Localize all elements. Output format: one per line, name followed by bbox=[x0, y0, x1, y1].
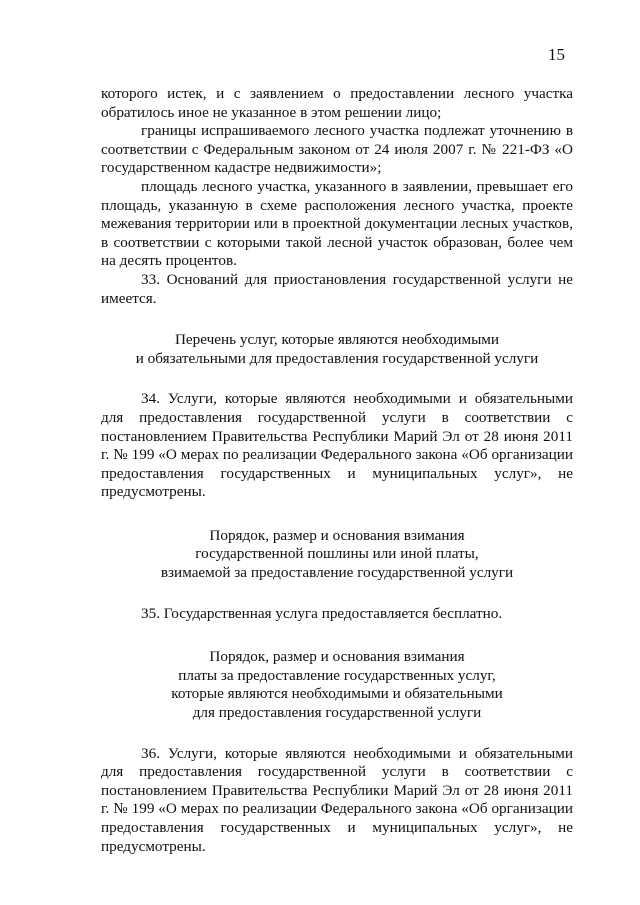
heading-line: Порядок, размер и основания взимания bbox=[209, 648, 465, 666]
paragraph-34: 34. Услуги, которые являются необходимыми и обязательными для предоставления государственной услуги в соответствии с постановлением Правительства Республики Марий Эл от 28 июня 2011 г. № 199 «О мерах по реализации Федерального закона «Об организации предоставления государственных и муниципальных услуг», не предусмотрены. bbox=[101, 390, 573, 501]
paragraph-36: 36. Услуги, которые являются необходимыми и обязательными для предоставления государственной услуги в соответствии с постановлением Правительства Республики Марий Эл от 28 июня 2011 г. № 199 «О мерах по реализации Федерального закона «Об организации предоставления государственных и муниципальных услуг», не предусмотрены. bbox=[101, 744, 573, 855]
heading-line: взимаемой за предоставление государственной услуги bbox=[160, 564, 514, 582]
heading-services-list bbox=[101, 331, 573, 368]
heading-fee-for-services bbox=[101, 648, 573, 722]
heading-line: платы за предоставление государственных услуг, bbox=[178, 666, 496, 684]
paragraph-borders: границы испрашиваемого лесного участка подлежат уточнению в соответствии с Федеральным законом от 24 июля 2007 г. № 221-ФЗ «О государственном кадастре недвижимости»; bbox=[101, 122, 573, 177]
paragraph-35: 35. Государственная услуга предоставляется бесплатно. bbox=[141, 604, 503, 622]
heading-state-fee bbox=[101, 527, 573, 583]
paragraph-33: 33. Оснований для приостановления государственной услуги не имеется. bbox=[101, 270, 573, 307]
heading-line: для предоставления государственной услуги bbox=[192, 704, 482, 722]
paragraph-continuation: которого истек, и с заявлением о предоставлении лесного участка обратилось иное не указанное в этом решении лицо; bbox=[101, 85, 573, 121]
paragraph-area: площадь лесного участка, указанного в заявлении, превышает его площадь, указанную в схеме расположения лесного участка, проекте межевания территории или в проектной документации лесных участков, в соответствии с которыми такой лесной участок образован, более чем на десять процентов. bbox=[101, 177, 573, 270]
heading-line: государственной пошлины или иной платы, bbox=[195, 545, 479, 563]
heading-line: которые являются необходимыми и обязательными bbox=[171, 685, 503, 703]
page-number: 15 bbox=[548, 45, 565, 64]
heading-line: и обязательными для предоставления государственной услуги bbox=[135, 349, 539, 367]
heading-line: Перечень услуг, которые являются необходимыми bbox=[174, 331, 500, 349]
document-body bbox=[101, 85, 573, 856]
heading-line: Порядок, размер и основания взимания bbox=[209, 526, 465, 544]
